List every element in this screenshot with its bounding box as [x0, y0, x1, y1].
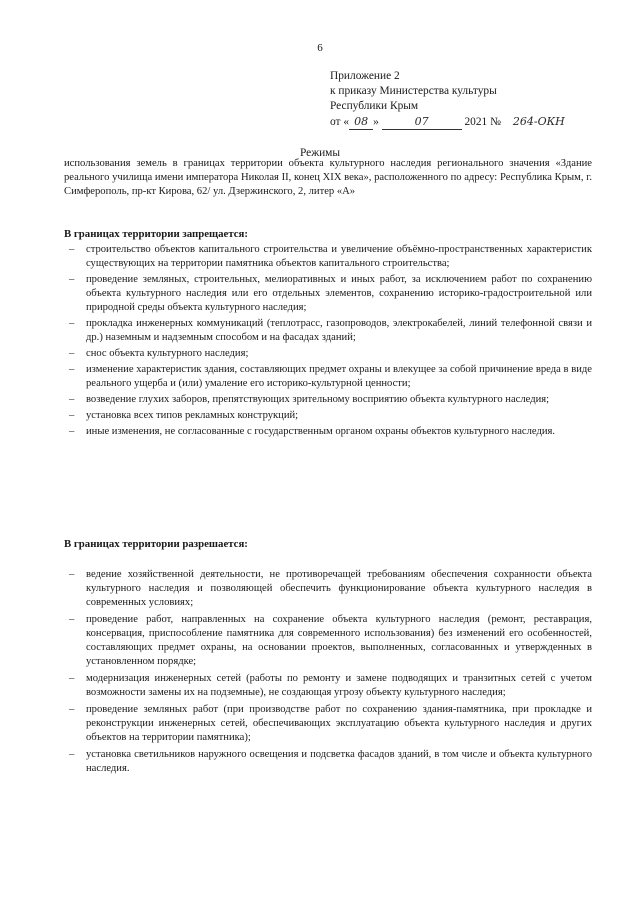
handwritten-day: 08 [349, 114, 373, 130]
dash-bullet: – [69, 749, 75, 760]
intro-paragraph: использования земель в границах территории объекта культурного наследия регионального значения «Здание реального училища имени императора Николая II, конец XIX века», расположенного по адресу: Республика Крым, г. Симферополь, пр-кт Кирова, 62/ ул. Дзержинского, 2, литер «А» [64, 158, 592, 197]
list-item [69, 347, 592, 361]
handwritten-order-number: 264-ОКН [512, 115, 565, 128]
list-item [69, 703, 592, 745]
dash-bullet: – [69, 410, 75, 421]
list-item [69, 393, 592, 407]
list-item [69, 273, 592, 315]
handwritten-month: 07 [382, 114, 462, 130]
list-item [69, 613, 592, 669]
dash-bullet: – [69, 426, 75, 437]
dash-bullet: – [69, 673, 75, 684]
appendix-title: Приложение 2 [330, 70, 400, 82]
appendix-republic: Республики Крым [330, 100, 419, 112]
appendix-date-line [330, 114, 590, 130]
list-item [69, 363, 592, 391]
appendix-order-ref: к приказу Министерства культуры [330, 85, 497, 97]
document-title: Режимы [299, 147, 341, 159]
date-mid: » [373, 116, 382, 128]
list-item [69, 672, 592, 700]
dash-bullet: – [69, 348, 75, 359]
dash-bullet: – [69, 614, 75, 625]
list-item-text: проведение земляных работ (при производстве работ по сохранению здания-памятника, при прокладке и реконструкции инженерных сетей, обеспечивающих эксплуатацию объекта культурного наследия и других объектов на территории памятника); [86, 704, 592, 743]
list-item-text: модернизация инженерных сетей (работы по ремонту и замене подводящих и транзитных сетей с учетом возможности замены их на подземные), не создающая угрозу объекту культурного наследия; [86, 673, 592, 698]
list-item [69, 568, 592, 610]
list-item-text: снос объекта культурного наследия; [86, 348, 249, 359]
list-item [69, 243, 592, 271]
dash-bullet: – [69, 394, 75, 405]
list-item-text: иные изменения, не согласованные с государственным органом охраны объектов культурного наследия. [86, 426, 556, 437]
allowed-heading: В границах территории разрешается: [64, 538, 248, 550]
dash-bullet: – [69, 704, 75, 715]
dash-bullet: – [69, 244, 75, 255]
dash-bullet: – [69, 274, 75, 285]
list-item-text: установка светильников наружного освещения и подсветка фасадов зданий, в том числе и объекта культурного наследия. [86, 749, 592, 774]
list-item-text: возведение глухих заборов, препятствующих зрительному восприятию объекта культурного наследия; [86, 394, 550, 405]
prohibited-list [69, 243, 592, 441]
list-item [69, 409, 592, 423]
date-prefix: от « [330, 116, 350, 128]
list-item [69, 317, 592, 345]
dash-bullet: – [69, 364, 75, 375]
list-item-text: проведение работ, направленных на сохранение объекта культурного наследия (ремонт, реставрация, консервация, приспособление памятника для современного использования) без изменений его особенностей, составляющих предмет охраны, на основании проектов, выполненных, согласованных и утвержденных в установленном порядке; [86, 614, 592, 667]
list-item [69, 425, 592, 439]
page-number: 6 [317, 42, 323, 54]
list-item-text: ведение хозяйственной деятельности, не противоречащей требованиям обеспечения сохранности объекта культурного наследия и позволяющей обеспечить функционирование объекта культурного наследия в современных условиях; [86, 569, 592, 608]
allowed-list [69, 568, 592, 779]
appendix-block [330, 69, 590, 130]
list-item-text: прокладка инженерных коммуникаций (теплотрасс, газопроводов, электрокабелей, линий телефонной связи и др.) наземным и надземным способом и на фасадах зданий; [86, 318, 592, 343]
dash-bullet: – [69, 318, 75, 329]
list-item-text: установка всех типов рекламных конструкций; [86, 410, 299, 421]
list-item-text: строительство объектов капитального строительства и увеличение объёмно-пространственных характеристик существующих на территории памятника объектов капитального строительства; [86, 244, 592, 269]
list-item [69, 748, 592, 776]
date-year: 2021 № [461, 116, 504, 128]
prohibited-heading: В границах территории запрещается: [64, 228, 248, 240]
list-item-text: изменение характеристик здания, составляющих предмет охраны и влекущее за собой причинение вреда в виде реального ущерба и (или) умаление его историко-культурной ценности; [86, 364, 592, 389]
list-item-text: проведение земляных, строительных, мелиоративных и иных работ, за исключением работ по сохранению объекта культурного наследия или его отдельных элементов, сохранению историко-градостроительной или природной среды объекта культурного наследия; [86, 274, 592, 313]
dash-bullet: – [69, 569, 75, 580]
